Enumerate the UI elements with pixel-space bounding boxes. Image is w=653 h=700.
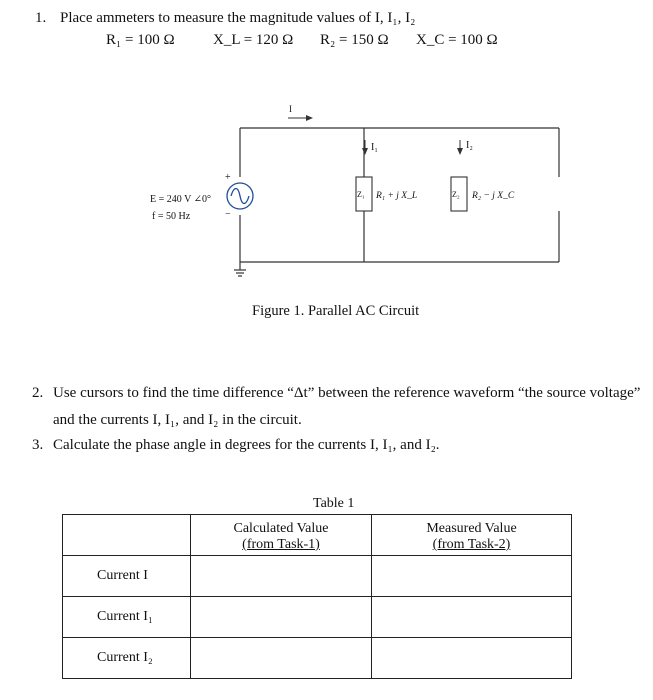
current-i2-arrowhead: [457, 148, 463, 155]
cell-measured-i2[interactable]: [372, 638, 572, 679]
results-table: [62, 514, 572, 679]
impedance-z2-expression: R₂ − j X_C: [472, 191, 515, 201]
table-header-empty: [63, 515, 191, 556]
header-measured-line1: Measured Value: [426, 521, 517, 536]
circuit-diagram: [0, 0, 653, 300]
row-label-current-i1: Current I₁: [63, 597, 191, 638]
table-row: [63, 556, 572, 597]
value-r1: R₁ = 100 Ω: [106, 32, 175, 48]
question-2-number: 2.: [32, 385, 44, 401]
table-header-calculated: [191, 515, 372, 556]
cell-calculated-i1[interactable]: [191, 597, 372, 638]
impedance-z1-label: Z₁: [357, 190, 365, 199]
header-calculated-line2: (from Task-1): [242, 537, 320, 552]
table-header-row: [63, 515, 572, 556]
source-frequency-label: f = 50 Hz: [152, 211, 191, 222]
table-title: Table 1: [313, 496, 355, 511]
question-3-number: 3.: [32, 437, 44, 453]
value-r2: R₂ = 150 Ω: [320, 32, 389, 48]
impedance-z2-label: Z₂: [452, 190, 460, 199]
row-label-current-i2: Current I₂: [63, 638, 191, 679]
current-i-label: I: [289, 104, 292, 114]
cell-measured-i1[interactable]: [372, 597, 572, 638]
cell-measured-i[interactable]: [372, 556, 572, 597]
question-2-line-1: Use cursors to find the time difference “Δt” between the reference waveform “the source voltage”: [53, 385, 641, 401]
source-plus-sign: +: [225, 172, 231, 183]
current-i1-label: I₁: [371, 142, 378, 153]
table-row: [63, 597, 572, 638]
source-voltage-label: E = 240 V ∠0°: [150, 194, 211, 205]
current-i1-arrowhead: [362, 148, 368, 155]
question-2-line-2: and the currents I, I₁, and I₂ in the circuit.: [53, 412, 302, 428]
cell-calculated-i2[interactable]: [191, 638, 372, 679]
current-i2-label: I₂: [466, 140, 473, 151]
question-3-text: Calculate the phase angle in degrees for the currents I, I₁, and I₂.: [53, 437, 440, 453]
row-label-current-i: Current I: [63, 556, 191, 597]
ground-icon: [234, 262, 246, 276]
value-xc: X_C = 100 Ω: [416, 32, 498, 48]
value-xl: X_L = 120 Ω: [213, 32, 294, 48]
source-minus-sign: −: [225, 209, 231, 220]
table-row: [63, 638, 572, 679]
question-1-number: 1.: [35, 10, 47, 26]
cell-calculated-i[interactable]: [191, 556, 372, 597]
header-measured-line2: (from Task-2): [432, 537, 511, 552]
header-calculated-line1: Calculated Value: [233, 521, 329, 536]
table-header-measured: [372, 515, 572, 556]
current-i-arrowhead: [306, 115, 313, 121]
question-1-text: Place ammeters to measure the magnitude values of I, I₁, I₂: [60, 10, 416, 26]
impedance-z1-expression: R₁ + j X_L: [376, 191, 418, 201]
figure-caption: Figure 1. Parallel AC Circuit: [252, 303, 420, 319]
